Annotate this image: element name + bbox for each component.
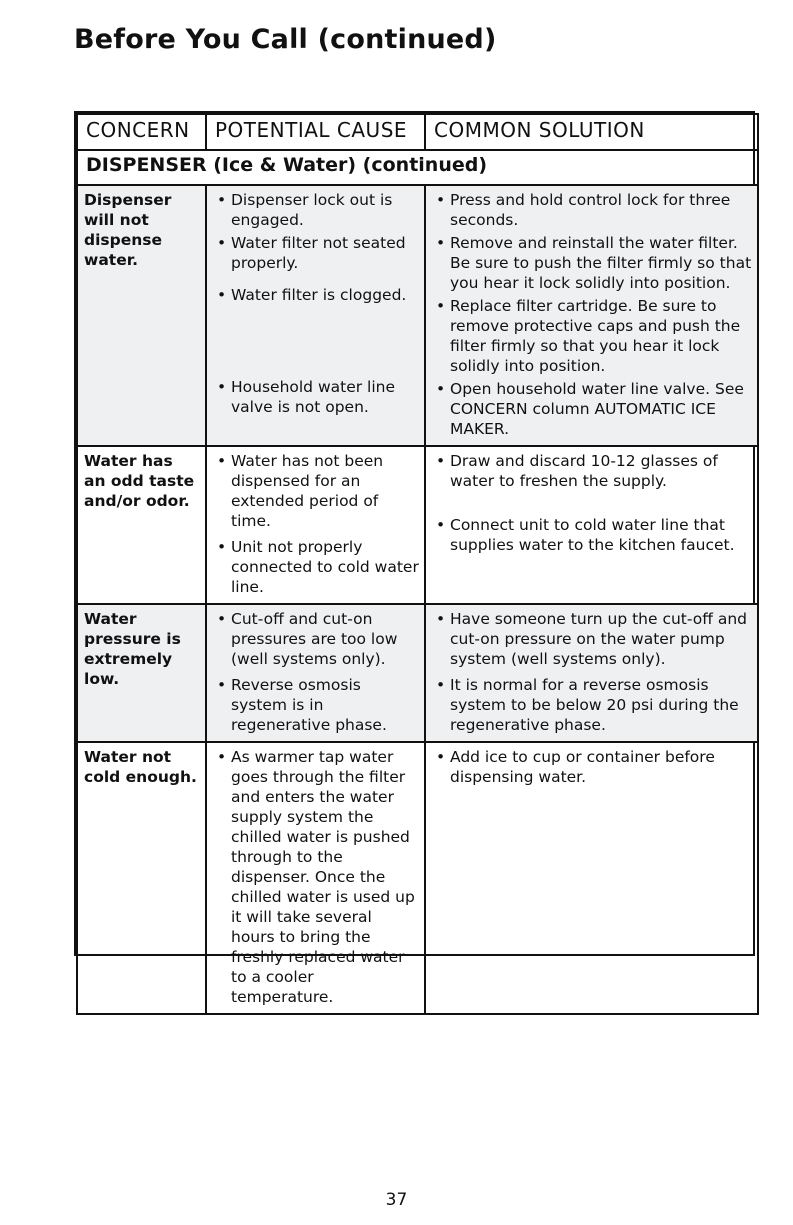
header-potential-cause: POTENTIAL CAUSE [206,114,425,150]
solution-cell [425,742,758,1014]
concern-cell: Water has an odd taste and/or odor. [77,446,206,604]
cause-cell [206,185,425,446]
concern-cell: Water pressure is extremely low. [77,604,206,742]
cause-item: • Water filter not seated properly. [211,233,420,273]
solution-item: • Press and hold control lock for three seconds. [430,190,753,230]
table-row [77,742,758,1014]
cause-item: • Household water line valve is not open. [211,377,420,417]
solution-cell [425,446,758,604]
cause-item: • Dispenser lock out is engaged. [211,190,420,230]
header-common-solution: COMMON SOLUTION [425,114,758,150]
cause-item: • Unit not properly connected to cold water line. [211,537,420,597]
page-title: Before You Call (continued) [74,24,497,55]
table-row [77,185,758,446]
solution-item: • Draw and discard 10-12 glasses of water to freshen the supply. [430,451,753,491]
solution-cell [425,604,758,742]
table-row [77,604,758,742]
cause-item: • Water has not been dispensed for an extended period of time. [211,451,420,531]
page-number: 37 [385,1190,408,1210]
troubleshooting-table [74,111,755,1006]
solution-item: • Replace filter cartridge. Be sure to remove protective caps and push the filter firmly so that you hear it lock solidly into position. [430,296,753,376]
cause-cell [206,742,425,1014]
table-row [77,446,758,604]
solution-item: • Connect unit to cold water line that supplies water to the kitchen faucet. [430,515,753,555]
concern-cell: Water not cold enough. [77,742,206,1014]
solution-item: • Add ice to cup or container before dispensing water. [430,747,753,787]
cause-cell [206,446,425,604]
cause-cell [206,604,425,742]
solution-item: • Remove and reinstall the water filter. Be sure to push the filter firmly so that you hear it lock solidly into position. [430,233,753,293]
concern-cell: Dispenser will not dispense water. [77,185,206,446]
cause-item: • Water filter is clogged. [211,285,420,305]
header-concern: CONCERN [77,114,206,150]
solution-item: • It is normal for a reverse osmosis system to be below 20 psi during the regenerative phase. [430,675,753,735]
solution-cell [425,185,758,446]
solution-item: • Open household water line valve. See CONCERN column AUTOMATIC ICE MAKER. [430,379,753,439]
section-heading: DISPENSER (Ice & Water) (continued) [77,150,758,185]
cause-item: • As warmer tap water goes through the filter and enters the water supply system the chilled water is pushed through to the dispenser. Once the chilled water is used up it will take several hours to bring the freshly replaced water to a cooler temperature. [211,747,420,1007]
cause-item: • Cut-off and cut-on pressures are too low (well systems only). [211,609,420,669]
solution-item: • Have someone turn up the cut-off and cut-on pressure on the water pump system (well systems only). [430,609,753,669]
cause-item: • Reverse osmosis system is in regenerative phase. [211,675,420,735]
